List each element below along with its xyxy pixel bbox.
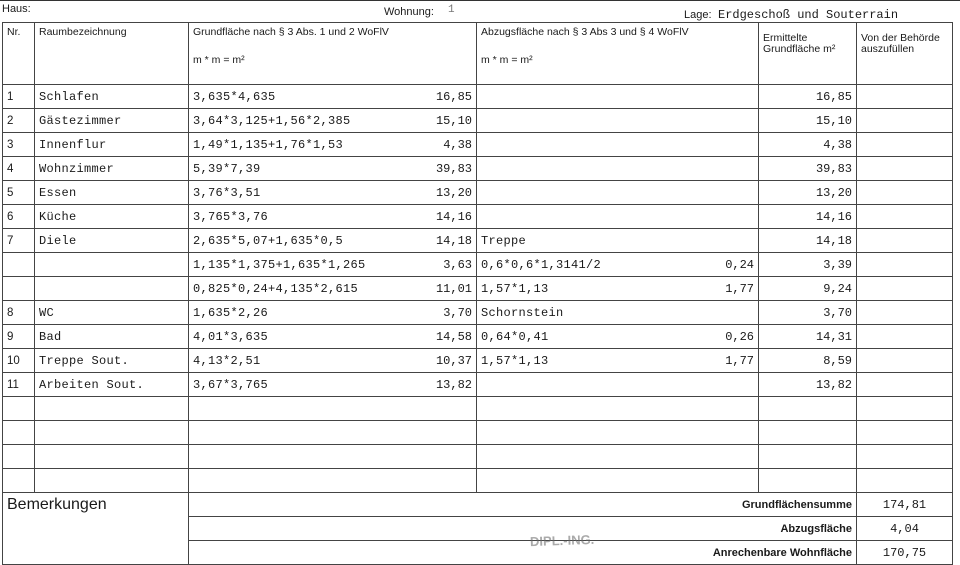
row-ermittelt: 14,16 [759, 205, 857, 229]
top-border [0, 0, 960, 1]
row-behoerde [857, 229, 953, 253]
row-nr [3, 469, 35, 493]
row-ermittelt: 15,10 [759, 109, 857, 133]
row-nr: 8 [3, 301, 35, 325]
row-abzugsflaeche [477, 205, 759, 229]
stamp: DIPL.-ING. [529, 531, 595, 550]
col-behoerde: Von der Behörde auszufüllen [857, 23, 953, 85]
row-formula: 3,64*3,125+1,56*2,385 [193, 113, 351, 128]
row-grundflaeche [189, 469, 477, 493]
row-abzugsflaeche [477, 445, 759, 469]
row-abzugsflaeche [477, 85, 759, 109]
abzugsflaeche-value: 4,04 [857, 517, 953, 541]
row-nr [3, 397, 35, 421]
row-area: 3,63 [443, 257, 472, 272]
col-ermittelt: Ermittelte Grundfläche m² [759, 23, 857, 85]
row-nr: 11 [3, 373, 35, 397]
table-row [3, 445, 953, 469]
row-formula: 3,67*3,765 [193, 377, 269, 392]
row-nr: 2 [3, 109, 35, 133]
row-abzugsflaeche [477, 469, 759, 493]
table-row [3, 229, 953, 253]
row-abzug-value: 0,26 [725, 329, 754, 344]
row-behoerde [857, 109, 953, 133]
col-abzug-unit: m * m = m² [481, 54, 533, 66]
row-raum: Arbeiten Sout. [35, 373, 189, 397]
row-formula: 1,635*2,26 [193, 305, 269, 320]
row-raum [35, 277, 189, 301]
row-formula: 3,765*3,76 [193, 209, 269, 224]
col-raum: Raumbezeichnung [35, 23, 189, 85]
blank-cell [3, 517, 189, 541]
row-grundflaeche [189, 229, 477, 253]
row-grundflaeche [189, 253, 477, 277]
row-ermittelt: 4,38 [759, 133, 857, 157]
row-abzugsflaeche [477, 301, 759, 325]
row-abzug-value: 1,77 [725, 353, 754, 368]
wohnflaeche-value: 170,75 [857, 541, 953, 565]
table-row [3, 469, 953, 493]
row-behoerde [857, 445, 953, 469]
table-row [3, 85, 953, 109]
row-grundflaeche [189, 421, 477, 445]
row-grundflaeche [189, 277, 477, 301]
table-row [3, 253, 953, 277]
row-behoerde [857, 277, 953, 301]
row-area: 13,20 [435, 185, 472, 200]
row-behoerde [857, 181, 953, 205]
row-behoerde [857, 205, 953, 229]
col-grund-title: Grundfläche nach § 3 Abs. 1 und 2 WoFlV [193, 26, 389, 38]
row-ermittelt: 14,18 [759, 229, 857, 253]
abzugsflaeche-label: Abzugsfläche [189, 517, 857, 541]
wohnung-value: 1 [448, 4, 455, 16]
row-area: 39,83 [435, 161, 472, 176]
row-grundflaeche [189, 397, 477, 421]
row-grundflaeche [189, 325, 477, 349]
row-ermittelt: 16,85 [759, 85, 857, 109]
row-grundflaeche [189, 373, 477, 397]
col-nr: Nr. [3, 23, 35, 85]
table-row [3, 181, 953, 205]
row-behoerde [857, 301, 953, 325]
row-abzug-value: 0,24 [725, 257, 754, 272]
bemerkungen-label: Bemerkungen [3, 493, 189, 517]
row-abzugsflaeche [477, 181, 759, 205]
row-abzug-formula: 1,57*1,13 [481, 353, 549, 368]
row-formula: 3,635*4,635 [193, 89, 276, 104]
row-raum: Küche [35, 205, 189, 229]
row-nr: 6 [3, 205, 35, 229]
row-nr: 5 [3, 181, 35, 205]
row-raum: Essen [35, 181, 189, 205]
row-grundflaeche [189, 445, 477, 469]
row-abzugsflaeche [477, 133, 759, 157]
row-formula: 0,825*0,24+4,135*2,615 [193, 281, 359, 296]
row-behoerde [857, 85, 953, 109]
row-area: 3,70 [443, 305, 472, 320]
row-ermittelt: 13,20 [759, 181, 857, 205]
row-area: 14,18 [435, 233, 472, 248]
row-nr [3, 421, 35, 445]
table-row [3, 133, 953, 157]
row-raum: Treppe Sout. [35, 349, 189, 373]
row-area: 10,37 [435, 353, 472, 368]
row-abzug-formula: Treppe [481, 233, 527, 248]
haus-label: Haus: [2, 3, 31, 15]
row-abzugsflaeche [477, 157, 759, 181]
row-abzugsflaeche [477, 325, 759, 349]
row-raum: Gästezimmer [35, 109, 189, 133]
row-abzugsflaeche [477, 397, 759, 421]
row-area: 15,10 [435, 113, 472, 128]
row-behoerde [857, 325, 953, 349]
row-behoerde [857, 349, 953, 373]
row-nr: 10 [3, 349, 35, 373]
row-ermittelt [759, 421, 857, 445]
table-row [3, 421, 953, 445]
row-raum [35, 421, 189, 445]
row-grundflaeche [189, 109, 477, 133]
row-formula: 2,635*5,07+1,635*0,5 [193, 233, 344, 248]
table-row [3, 277, 953, 301]
row-grundflaeche [189, 133, 477, 157]
col-abzugsflaeche [477, 23, 759, 85]
row-behoerde [857, 253, 953, 277]
table-row [3, 373, 953, 397]
abzug-row [3, 517, 953, 541]
row-nr: 9 [3, 325, 35, 349]
row-behoerde [857, 397, 953, 421]
row-raum [35, 469, 189, 493]
table-row [3, 205, 953, 229]
wohnung-label: Wohnung: [384, 6, 434, 18]
lage-label: Lage: [684, 9, 712, 21]
row-grundflaeche [189, 301, 477, 325]
row-ermittelt: 3,70 [759, 301, 857, 325]
row-behoerde [857, 469, 953, 493]
row-abzug-formula: 0,6*0,6*1,3141/2 [481, 257, 602, 272]
row-area: 11,01 [435, 281, 472, 296]
row-abzugsflaeche [477, 253, 759, 277]
row-grundflaeche [189, 157, 477, 181]
row-formula: 4,01*3,635 [193, 329, 269, 344]
row-formula: 4,13*2,51 [193, 353, 261, 368]
row-ermittelt: 9,24 [759, 277, 857, 301]
row-abzugsflaeche [477, 373, 759, 397]
row-ermittelt [759, 445, 857, 469]
row-raum: WC [35, 301, 189, 325]
row-area: 16,85 [435, 89, 472, 104]
row-raum [35, 253, 189, 277]
wohnflaeche-label: Anrechenbare Wohnfläche [189, 541, 857, 565]
row-raum [35, 445, 189, 469]
row-ermittelt: 39,83 [759, 157, 857, 181]
table-header [3, 23, 953, 85]
row-behoerde [857, 421, 953, 445]
row-abzug-formula: 0,64*0,41 [481, 329, 549, 344]
table-row [3, 349, 953, 373]
row-formula: 5,39*7,39 [193, 161, 261, 176]
row-grundflaeche [189, 85, 477, 109]
row-abzugsflaeche [477, 421, 759, 445]
row-ermittelt: 8,59 [759, 349, 857, 373]
row-abzug-formula: Schornstein [481, 305, 564, 320]
row-raum: Wohnzimmer [35, 157, 189, 181]
wohnflaeche-row [3, 541, 953, 565]
row-abzug-formula: 1,57*1,13 [481, 281, 549, 296]
table-row [3, 301, 953, 325]
row-formula: 1,49*1,135+1,76*1,53 [193, 137, 344, 152]
area-table [2, 22, 953, 565]
row-raum [35, 397, 189, 421]
row-nr: 3 [3, 133, 35, 157]
row-abzugsflaeche [477, 277, 759, 301]
grundflaechensumme-value: 174,81 [857, 493, 953, 517]
row-ermittelt: 3,39 [759, 253, 857, 277]
col-abzug-title: Abzugsfläche nach § 3 Abs 3 und § 4 WoFlV [481, 26, 689, 38]
row-area: 13,82 [435, 377, 472, 392]
grundflaechensumme-label: Grundflächensumme [189, 493, 857, 517]
row-nr [3, 277, 35, 301]
lage-value: Erdgeschoß und Souterrain [718, 8, 899, 22]
col-grundflaeche [189, 23, 477, 85]
row-behoerde [857, 373, 953, 397]
row-raum: Innenflur [35, 133, 189, 157]
row-area: 14,16 [435, 209, 472, 224]
row-ermittelt [759, 397, 857, 421]
col-grund-unit: m * m = m² [193, 54, 245, 66]
row-raum: Bad [35, 325, 189, 349]
row-formula: 3,76*3,51 [193, 185, 261, 200]
row-grundflaeche [189, 349, 477, 373]
row-formula: 1,135*1,375+1,635*1,265 [193, 257, 366, 272]
row-abzugsflaeche [477, 229, 759, 253]
row-nr: 4 [3, 157, 35, 181]
blank-cell [3, 541, 189, 565]
row-area: 14,58 [435, 329, 472, 344]
row-nr: 1 [3, 85, 35, 109]
row-nr [3, 445, 35, 469]
table-row [3, 109, 953, 133]
row-behoerde [857, 133, 953, 157]
row-raum: Schlafen [35, 85, 189, 109]
row-ermittelt: 13,82 [759, 373, 857, 397]
row-behoerde [857, 157, 953, 181]
row-ermittelt [759, 469, 857, 493]
sum-row [3, 493, 953, 517]
table-row [3, 157, 953, 181]
row-nr: 7 [3, 229, 35, 253]
row-abzugsflaeche [477, 109, 759, 133]
table-row [3, 397, 953, 421]
row-grundflaeche [189, 205, 477, 229]
row-abzug-value: 1,77 [725, 281, 754, 296]
row-area: 4,38 [443, 137, 472, 152]
table-row [3, 325, 953, 349]
row-raum: Diele [35, 229, 189, 253]
row-ermittelt: 14,31 [759, 325, 857, 349]
row-grundflaeche [189, 181, 477, 205]
row-nr [3, 253, 35, 277]
row-abzugsflaeche [477, 349, 759, 373]
